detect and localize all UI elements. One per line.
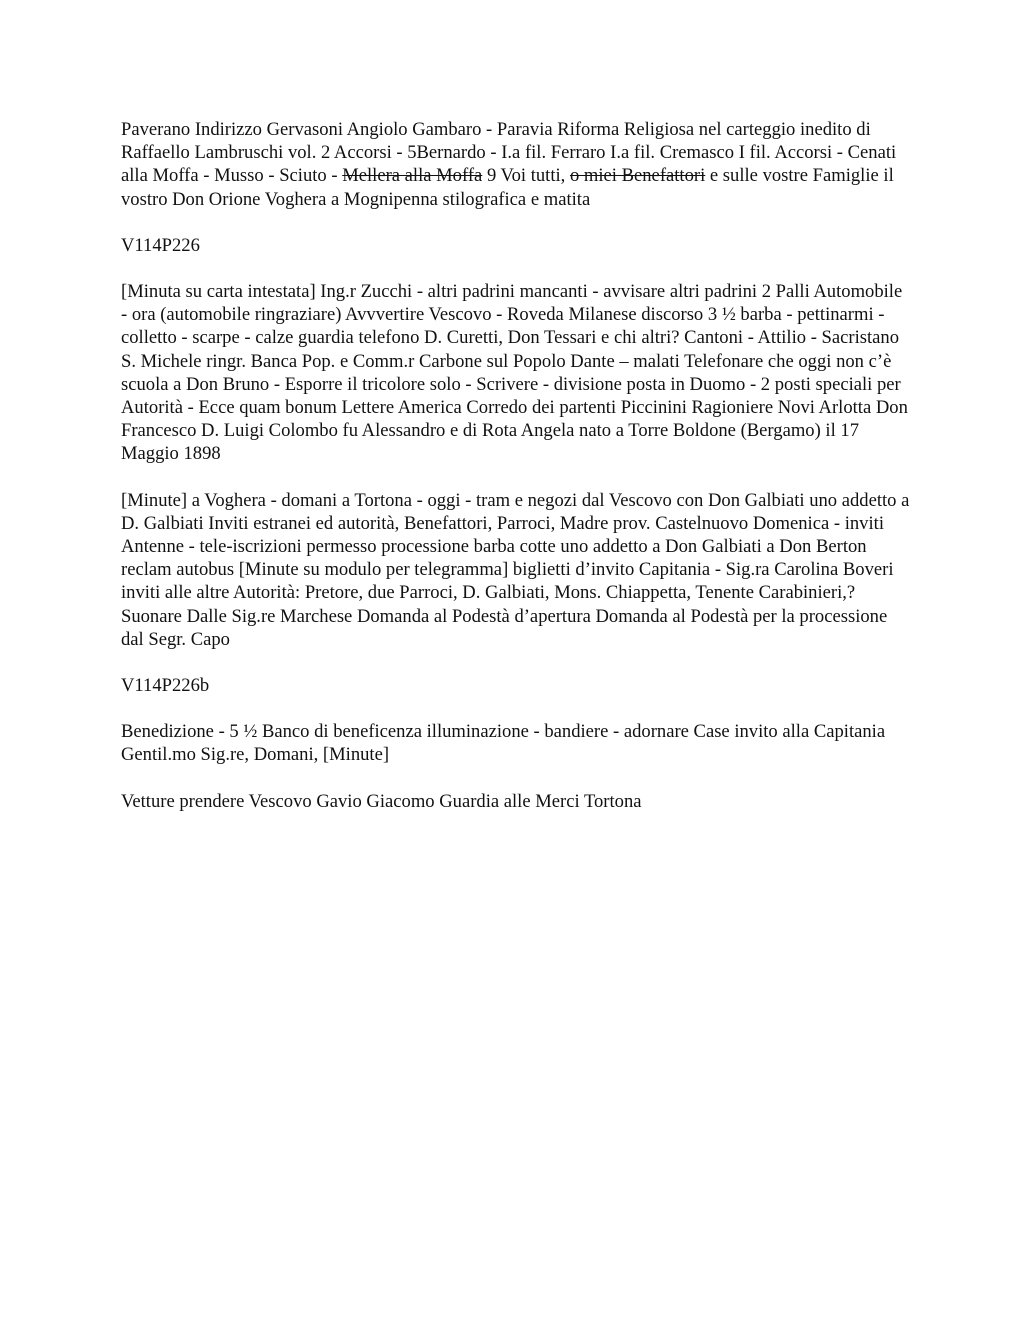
page-reference-text: V114P226 — [121, 234, 200, 256]
paragraph-vetture — [121, 790, 911, 813]
paragraph-intro — [121, 118, 911, 211]
struck-text-mellera: Mellera alla Moffa — [342, 165, 483, 187]
document-page — [121, 118, 911, 836]
intro-text-2: 9 Voi tutti, — [482, 165, 570, 187]
vetture-text: Vetture prendere Vescovo Gavio Giacomo Guardia alle Merci Tortona — [121, 790, 642, 812]
page-reference-b-text: V114P226b — [121, 675, 210, 697]
minute-voghera-text: [Minute] a Voghera - domani a Tortona - oggi - tram e negozi dal Vescovo con Don Galbiati uno addetto a D. Galbiati Inviti estranei ed autorità, Benefattori, Parroci, Madre prov. Castelnuovo Domenica - inviti Antenne - tele-iscrizioni permesso processione barba cotte uno addetto a Don Galbiati a Don Berton reclam autobus [Minute su modulo per telegramma] biglietti d’invito Capitania - Sig.ra Carolina Boveri inviti alle altre Autorità: Pretore, due Parroci, D. Galbiati, Mons. Chiappetta, Tenente Carabinieri,? Suonare Dalle Sig.re Marchese Domanda al Podestà d’apertura Domanda al Podestà per la processione dal Segr. Capo — [121, 489, 910, 650]
intro-text-1: Paverano Indirizzo Gervasoni Angiolo Gambaro - Paravia Riforma Religiosa nel carteggio inedito di Raffaello Lambruschi vol. 2 Accorsi - 5Bernardo - I.a fil. Ferraro I.a fil. Cremasco I fil. Accorsi - Cenati alla Moffa - Musso - Sciuto - — [121, 119, 897, 187]
paragraph-minuta — [121, 280, 911, 466]
paragraph-benedizione — [121, 720, 911, 766]
struck-text-benefattori: o miei Benefattori — [569, 165, 706, 187]
intro-text-3: e sulle vostre Famiglie il vostro Don Orione Voghera a Mognipenna stilografica e matita — [121, 165, 894, 210]
page-reference-v114p226b — [121, 674, 911, 697]
minuta-text: [Minuta su carta intestata] Ing.r Zucchi - altri padrini mancanti - avvisare altri padrini 2 Palli Automobile - ora (automobile ringraziare) Avvvertire Vescovo - Roveda Milanese discorso 3 ½ barba - pettinarmi - colletto - scarpe - calze guardia telefono D. Curetti, Don Tessari e chi altri? Cantoni - Attilio - Sacristano S. Michele ringr. Banca Pop. e Comm.r Carbone sul Popolo Dante – malati Telefonare che oggi non c’è scuola a Don Bruno - Esporre il tricolore solo - Scrivere - divisione posta in Duomo - 2 posti speciali per Autorità - Ecce quam bonum Lettere America Corredo dei partenti Piccinini Ragioniere Novi Arlotta Don Francesco D. Luigi Colombo fu Alessandro e di Rota Angela nato a Torre Boldone (Bergamo) il 17 Maggio 1898 — [121, 281, 908, 465]
paragraph-minute-voghera — [121, 489, 911, 651]
page-reference-v114p226 — [121, 234, 911, 257]
benedizione-text: Benedizione - 5 ½ Banco di beneficenza illuminazione - bandiere - adornare Case invito alla Capitania Gentil.mo Sig.re, Domani, [Minute] — [121, 721, 886, 766]
